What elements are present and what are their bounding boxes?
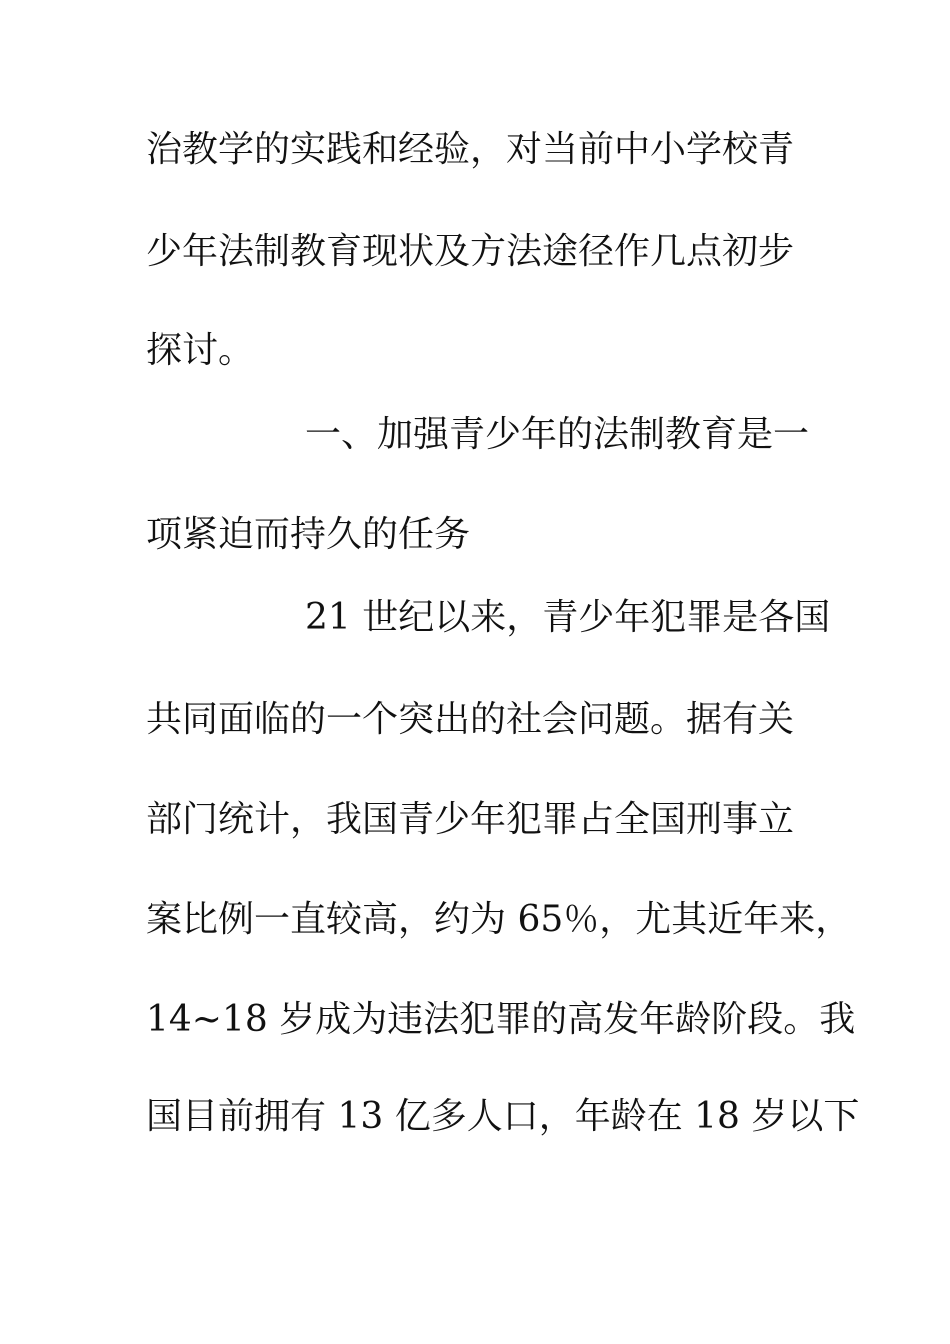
text-line: 14~18 岁成为违法犯罪的高发年龄阶段。我 xyxy=(146,999,856,1040)
text-line: 共同面临的一个突出的社会问题。据有关 xyxy=(146,699,795,740)
paragraph-first-line: 21 世纪以来，青少年犯罪是各国 xyxy=(305,597,831,638)
text-line: 治教学的实践和经验，对当前中小学校青 xyxy=(146,129,795,170)
text-line: 探讨。 xyxy=(146,330,255,371)
text-line: 案比例一直较高，约为 65％，尤其近年来， xyxy=(146,899,852,940)
text-line: 国目前拥有 13 亿多人口，年龄在 18 岁以下 xyxy=(146,1096,860,1137)
section-heading-line-2: 项紧迫而持久的任务 xyxy=(146,514,471,555)
text-line: 少年法制教育现状及方法途径作几点初步 xyxy=(146,231,795,272)
section-heading-line-1: 一、加强青少年的法制教育是一 xyxy=(305,414,810,455)
text-line: 部门统计，我国青少年犯罪占全国刑事立 xyxy=(146,799,795,840)
